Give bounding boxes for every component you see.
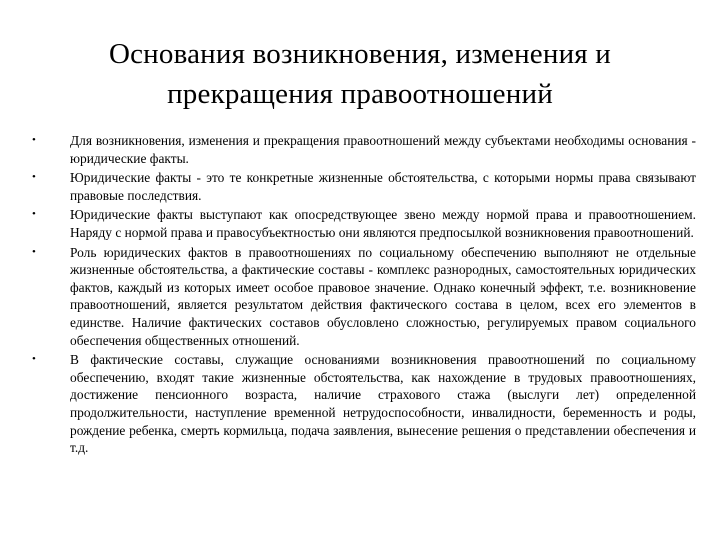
slide-title: Основания возникновения, изменения и прекращения правоотношений	[108, 38, 612, 110]
bullet-icon: •	[32, 245, 36, 258]
bullet-icon: •	[32, 208, 36, 221]
bullet-list	[32, 132, 696, 459]
bullet-item-legal-facts-definition	[32, 169, 696, 204]
bullet-text: Юридические факты выступают как опосредствующее звено между нормой права и правоотношением. Наряду с нормой права и правосубъектностью они являются предпосылкой возникновения правоотношений.	[70, 207, 696, 240]
bullet-icon: •	[32, 171, 36, 184]
bullet-item-legal-grounds	[32, 132, 696, 167]
bullet-text: Роль юридических фактов в правоотношениях по социальному обеспечению выполняют не отдельные жизненные обстоятельства, а фактические составы - комплекс разнородных, самостоятельных юридических фактов, каждый из которых имеет особое правовое значение. Однако конечный эффект, т.е. возникновение правоотношений, является результатом действия фактического состава в целом, всех его элементов в единстве. Наличие фактических составов обусловлено сложностью, регулируемых правом социального обеспечения общественных отношений.	[70, 244, 696, 348]
bullet-item-life-circumstances	[32, 351, 696, 457]
bullet-icon: •	[32, 134, 36, 146]
bullet-text: Юридические факты - это те конкретные жизненные обстоятельства, с которыми нормы права связывают правовые последствия.	[70, 170, 696, 203]
bullet-item-mediating-link	[32, 206, 696, 241]
bullet-icon: •	[32, 353, 36, 366]
bullet-text: Для возникновения, изменения и прекращения правоотношений между субъектами необходимы основания - юридические факты.	[70, 133, 696, 166]
bullet-item-factual-compositions	[32, 244, 696, 350]
bullet-text: В фактические составы, служащие основаниями возникновения правоотношений по социальному обеспечению, входят такие жизненные обстоятельства, как нахождение в трудовых правоотношениях, достижение пенсионного возраста, наличие страхового стажа (выслуги лет) определенной продолжительности, наступление временной нетрудоспособности, инвалидности, беременность и роды, рождение ребенка, смерть кормильца, подача заявления, вынесение решения о представлении обеспечения и т.д.	[70, 352, 696, 456]
